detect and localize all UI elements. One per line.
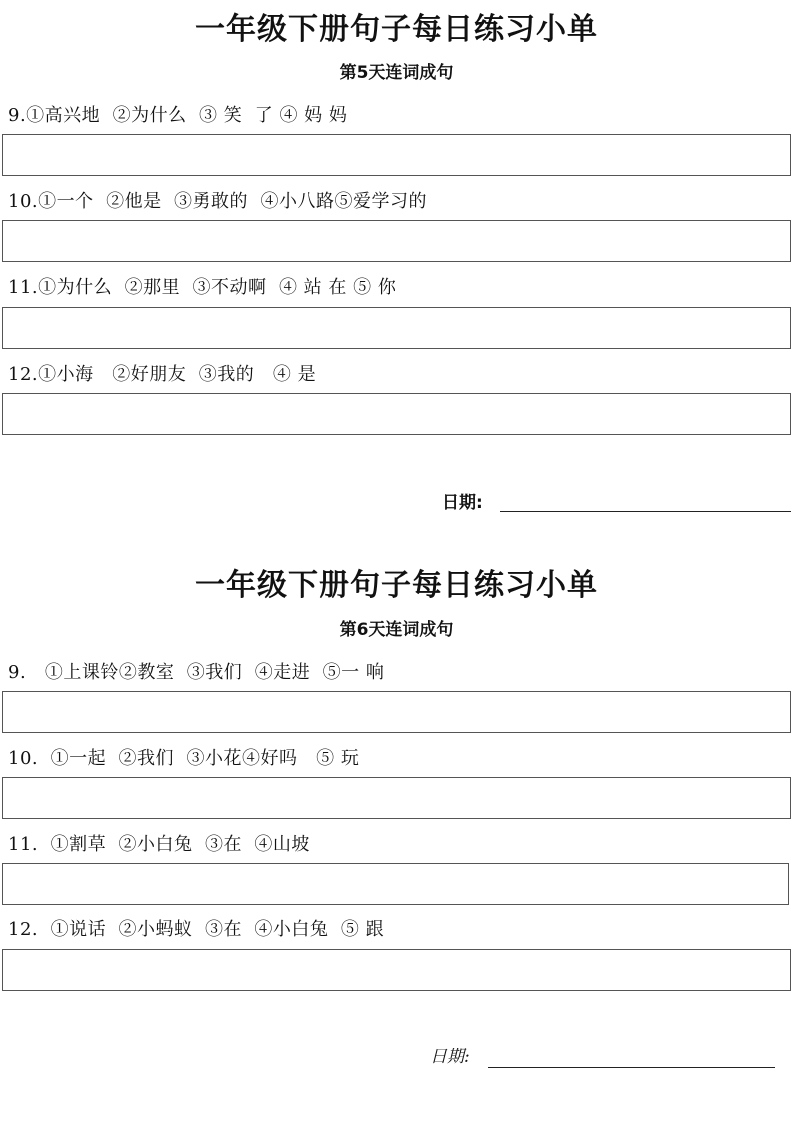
answer-box-9[interactable] <box>2 691 791 733</box>
date-line[interactable] <box>500 511 791 512</box>
date-line[interactable] <box>488 1067 775 1068</box>
answer-box-9[interactable] <box>2 134 791 176</box>
question-12: 12. ①说话 ②小蚂蚁 ③在 ④小白兔 ⑤ 跟 <box>8 919 385 940</box>
answer-box-10[interactable] <box>2 220 791 262</box>
worksheet-title: 一年级下册句子每日练习小单 <box>195 568 598 603</box>
date-label: 日期: <box>430 1047 470 1067</box>
question-9: 9.①高兴地 ②为什么 ③ 笑 了 ④ 妈 妈 <box>8 105 348 126</box>
worksheet-subtitle: 第5天连词成句 <box>339 63 454 83</box>
question-12: 12.①小海 ②好朋友 ③我的 ④ 是 <box>8 364 317 385</box>
answer-box-10[interactable] <box>2 777 791 819</box>
worksheet-subtitle: 第6天连词成句 <box>339 620 454 640</box>
answer-box-12[interactable] <box>2 393 791 435</box>
question-10: 10. ①一起 ②我们 ③小花④好吗 ⑤ 玩 <box>8 748 360 769</box>
answer-box-11[interactable] <box>2 307 791 349</box>
answer-box-11[interactable] <box>2 863 789 905</box>
answer-box-12[interactable] <box>2 949 791 991</box>
worksheet-title: 一年级下册句子每日练习小单 <box>195 12 598 47</box>
question-9: 9. ①上课铃②教室 ③我们 ④走进 ⑤一 响 <box>8 662 385 683</box>
question-11: 11. ①割草 ②小白兔 ③在 ④山坡 <box>8 834 310 855</box>
date-label: 日期: <box>442 493 483 513</box>
question-11: 11.①为什么 ②那里 ③不动啊 ④ 站 在 ⑤ 你 <box>8 277 397 298</box>
question-10: 10.①一个 ②他是 ③勇敢的 ④小八路⑤爱学习的 <box>8 191 427 212</box>
